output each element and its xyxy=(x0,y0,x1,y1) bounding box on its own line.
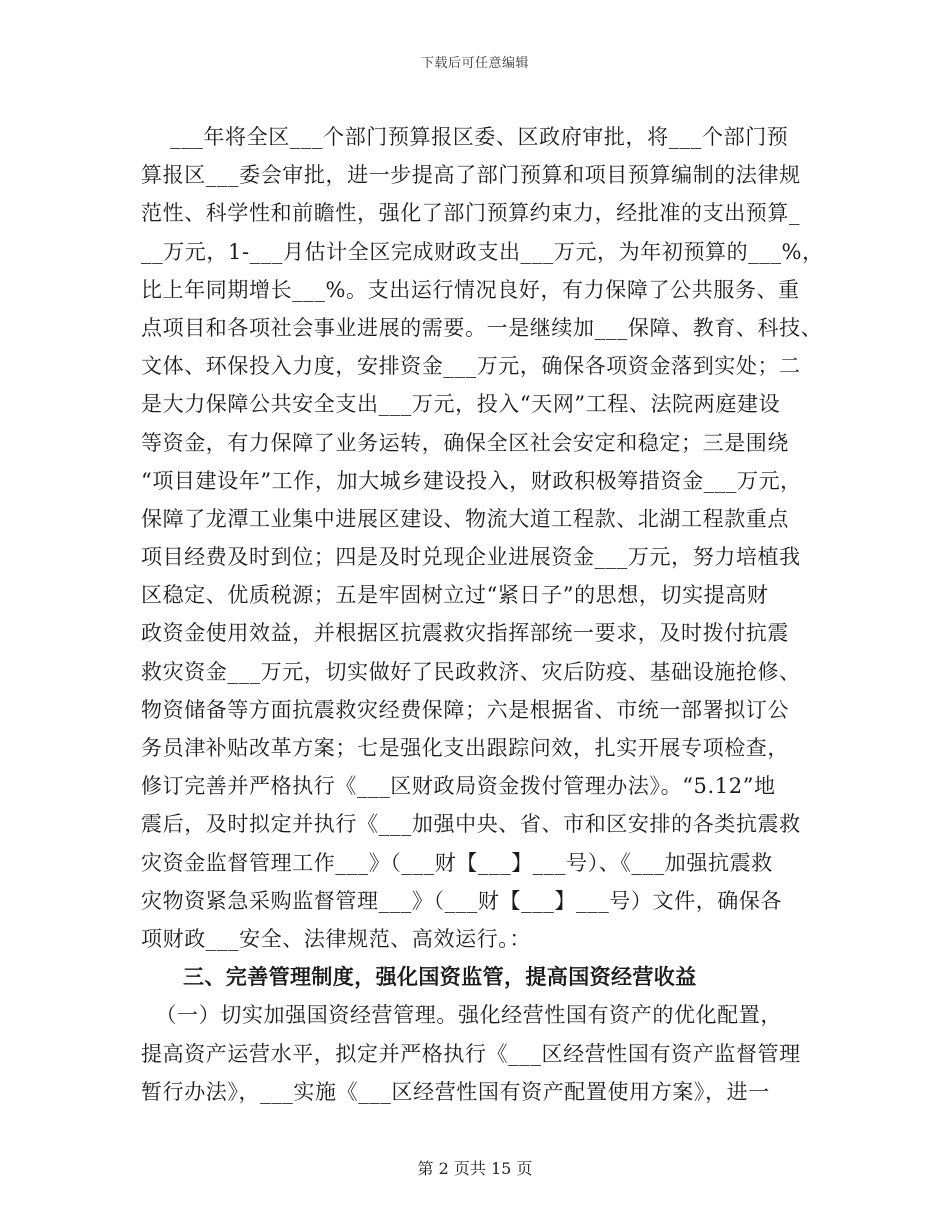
paragraph-line: ___年将全区___个部门预算报区委、区政府审批，将___个部门预 xyxy=(141,125,789,149)
paragraph-line: 灾资金监督管理工作___》（___财【___】___号）、《___加强抗震救 xyxy=(141,850,773,875)
paragraph-line: 务员津补贴改革方案；七是强化支出跟踪问效，扎实开展专项检查， xyxy=(141,736,789,760)
paragraph-line: 物资储备等方面抗震救灾经费保障；六是根据省、市统一部署拟订公 xyxy=(141,697,789,722)
paragraph-line: 震后，及时拟定并执行《___加强中央、省、市和区安排的各类抗震救 xyxy=(141,812,801,837)
paragraph-line: 区稳定、优质税源；五是牢固树立过“紧日子”的思想，切实提高财 xyxy=(141,583,769,608)
paragraph-line: __万元，1-___月估计全区完成财政支出___万元，为年初预算的___%， xyxy=(141,239,824,264)
paragraph-line: 灾物资紧急采购监督管理___》（___财【___】___号）文件，确保各 xyxy=(141,888,783,913)
section-heading: 三、完善管理制度，强化国资监管，提高国资经营收益 xyxy=(183,965,697,990)
paragraph-line: （一）切实加强国资经营管理。强化经营性国有资产的优化配置， xyxy=(141,1003,782,1028)
paragraph-line: 政资金使用效益，并根据区抗震救灾指挥部统一要求，及时拨付抗震 xyxy=(141,621,789,646)
document-body xyxy=(141,118,824,1111)
paragraph-line: 点项目和各项社会事业进展的需要。一是继续加___保障、教育、科技、 xyxy=(141,315,823,340)
paragraph-line: 救灾资金___万元，切实做好了民政救济、灾后防疫、基础设施抢修、 xyxy=(141,659,801,684)
paragraph-line: 保障了龙潭工业集中进展区建设、物流大道工程款、北湖工程款重点 xyxy=(141,506,789,531)
page-header: 下载后可任意编辑 xyxy=(420,56,529,71)
paragraph-line: 是大力保障公共安全支出___万元，投入“天网”工程、法院两庭建设 xyxy=(141,392,781,417)
paragraph-line: “项目建设年”工作，加大城乡建设投入，财政积极筹措资金___万元， xyxy=(141,468,802,493)
paragraph-line: 修订完善并严格执行《___区财政局资金拨付管理办法》。“5.12”地 xyxy=(141,774,776,799)
paragraph-line: 项目经费及时到位；四是及时兑现企业进展资金___万元，努力培植我 xyxy=(141,545,801,570)
paragraph-line: 提高资产运营水平，拟定并严格执行《___区经营性国有资产监督管理 xyxy=(141,1041,801,1066)
paragraph-line: 文体、环保投入力度，安排资金___万元，确保各项资金落到实处；二 xyxy=(141,354,801,379)
paragraph-line: 等资金，有力保障了业务运转，确保全区社会安定和稳定；三是围绕 xyxy=(141,430,789,455)
page-footer: 第 2 页共 15 页 xyxy=(417,1159,533,1178)
paragraph-line: 算报区___委会审批，进一步提高了部门预算和项目预算编制的法律规 xyxy=(141,163,801,188)
paragraph-line: 比上年同期增长___%。支出运行情况良好，有力保障了公共服务、重 xyxy=(141,277,800,302)
paragraph-line: 项财政___安全、法律规范、高效运行。： xyxy=(141,926,531,951)
paragraph-line: 范性、科学性和前瞻性，强化了部门预算约束力，经批准的支出预算_ xyxy=(141,201,801,226)
paragraph-line: 暂行办法》，___实施《___区经营性国有资产配置使用方案》，进一 xyxy=(141,1079,770,1104)
